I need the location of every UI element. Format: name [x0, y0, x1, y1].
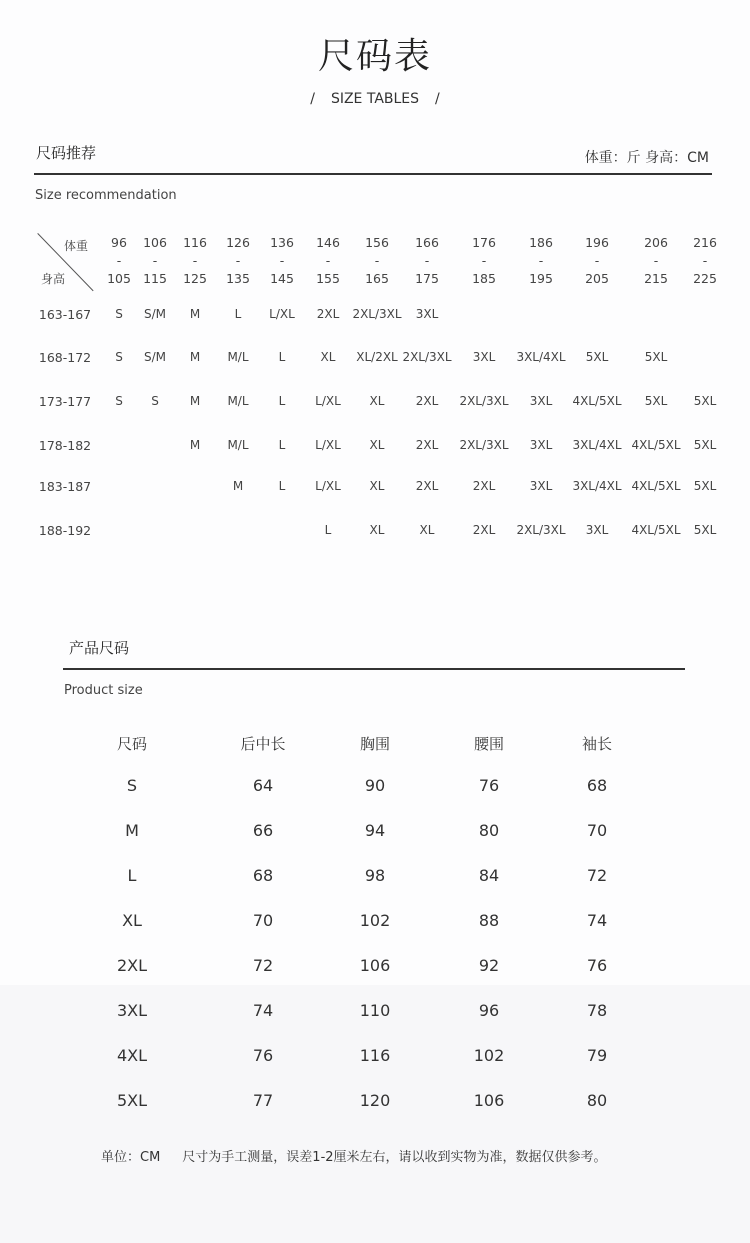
recommendation-subtitle: Size recommendation — [35, 188, 177, 203]
product-size-row-label: 2XL — [116, 956, 148, 975]
product-size-column-header: 尺码 — [116, 735, 147, 753]
weight-range-low: 116 — [183, 235, 207, 250]
product-size-cell: 110 — [359, 1001, 391, 1020]
product-size-cell: 120 — [359, 1091, 391, 1110]
weight-range-dash: - — [325, 253, 331, 268]
recommended-size-cell: S/M — [143, 307, 166, 321]
weight-range-dash: - — [653, 253, 659, 268]
product-size-row-label: 3XL — [116, 1001, 148, 1020]
recommended-size-cell: L — [324, 523, 332, 537]
recommended-size-cell: 4XL/5XL — [631, 523, 681, 537]
recommended-size-cell: L/XL — [315, 438, 341, 452]
weight-axis-label: 体重 — [64, 239, 89, 253]
product-size-title: 产品尺码 — [69, 639, 130, 657]
product-size-cell: 72 — [252, 956, 274, 975]
product-size-column-header: 袖长 — [581, 735, 612, 753]
recommended-size-cell: 2XL — [415, 394, 439, 408]
recommended-size-cell: 5XL — [693, 523, 717, 537]
weight-range-dash: - — [374, 253, 380, 268]
product-size-cell: 77 — [252, 1091, 274, 1110]
recommended-size-cell: 2XL — [415, 479, 439, 493]
product-size-column-header: 后中长 — [240, 735, 286, 753]
height-range-label: 178-182 — [38, 438, 92, 453]
product-size-cell: 106 — [473, 1091, 505, 1110]
recommended-size-cell: L — [278, 350, 286, 364]
product-size-divider — [63, 668, 685, 670]
page-title: 尺码表 — [317, 36, 432, 77]
recommended-size-cell: L — [278, 438, 286, 452]
weight-range-low: 96 — [111, 235, 127, 250]
page-subtitle-text: SIZE TABLES — [330, 91, 420, 107]
product-size-row-label: XL — [122, 911, 142, 930]
recommended-size-cell: 4XL/5XL — [631, 438, 681, 452]
weight-range-dash: - — [116, 253, 122, 268]
recommended-size-cell: 2XL — [472, 479, 496, 493]
recommended-size-cell: S/M — [143, 350, 166, 364]
recommended-size-cell: 3XL/4XL — [516, 350, 566, 364]
recommended-size-cell: L — [278, 394, 286, 408]
height-range-label: 168-172 — [38, 350, 92, 365]
weight-range-high: 225 — [693, 271, 717, 286]
recommended-size-cell: 2XL/3XL — [459, 438, 509, 452]
height-axis-label: 身高 — [41, 272, 66, 286]
lower-background — [0, 985, 750, 1243]
product-size-column-header: 腰围 — [473, 735, 504, 753]
recommended-size-cell: M/L — [227, 438, 249, 452]
weight-range-header — [303, 234, 353, 288]
slash-right: / — [435, 91, 440, 107]
weight-range-dash: - — [192, 253, 198, 268]
product-size-cell: 70 — [586, 821, 608, 840]
product-size-row-label: 4XL — [116, 1046, 148, 1065]
height-range-label: 173-177 — [38, 394, 92, 409]
weight-range-header — [572, 234, 622, 288]
weight-range-dash: - — [424, 253, 430, 268]
weight-range-low: 136 — [270, 235, 294, 250]
weight-range-low: 106 — [143, 235, 167, 250]
product-size-cell: 72 — [586, 866, 608, 885]
product-size-cell: 68 — [586, 776, 608, 795]
product-size-row-label: S — [126, 776, 138, 795]
recommendation-divider — [34, 173, 712, 175]
recommended-size-cell: M/L — [227, 350, 249, 364]
recommended-size-cell: 3XL — [472, 350, 496, 364]
weight-range-high: 105 — [107, 271, 131, 286]
product-size-column-header: 胸围 — [359, 735, 390, 753]
footer-note — [101, 1146, 607, 1165]
recommended-size-cell: M — [189, 438, 201, 452]
recommended-size-cell: 5XL — [693, 438, 717, 452]
weight-range-header — [516, 234, 566, 288]
recommended-size-cell: 2XL — [316, 307, 340, 321]
recommended-size-cell: 2XL — [415, 438, 439, 452]
product-size-cell: 80 — [478, 821, 500, 840]
recommended-size-cell: 2XL/3XL — [402, 350, 452, 364]
recommended-size-cell: XL — [369, 523, 385, 537]
product-size-cell: 64 — [252, 776, 274, 795]
weight-range-dash: - — [235, 253, 241, 268]
product-size-cell: 68 — [252, 866, 274, 885]
weight-range-low: 126 — [226, 235, 250, 250]
recommended-size-cell: 2XL/3XL — [352, 307, 402, 321]
weight-range-high: 125 — [183, 271, 207, 286]
weight-range-dash: - — [702, 253, 708, 268]
product-size-cell: 98 — [364, 866, 386, 885]
recommended-size-cell: 3XL/4XL — [572, 479, 622, 493]
recommended-size-cell: S — [115, 307, 123, 321]
recommended-size-cell: 5XL — [693, 394, 717, 408]
recommended-size-cell: 5XL — [644, 350, 668, 364]
product-size-cell: 92 — [478, 956, 500, 975]
weight-range-low: 156 — [365, 235, 389, 250]
recommended-size-cell: XL — [369, 394, 385, 408]
recommended-size-cell: L/XL — [269, 307, 295, 321]
height-range-label: 163-167 — [38, 307, 92, 322]
recommended-size-cell: 3XL/4XL — [572, 438, 622, 452]
product-size-cell: 96 — [478, 1001, 500, 1020]
recommended-size-cell: M — [189, 394, 201, 408]
recommended-size-cell: 3XL — [529, 479, 553, 493]
recommended-size-cell: 3XL — [529, 394, 553, 408]
slash-left: / — [310, 91, 315, 107]
weight-range-dash: - — [538, 253, 544, 268]
recommended-size-cell: L — [234, 307, 242, 321]
recommended-size-cell: 3XL — [585, 523, 609, 537]
recommended-size-cell: 3XL — [415, 307, 439, 321]
recommended-size-cell: L — [278, 479, 286, 493]
weight-range-dash: - — [152, 253, 158, 268]
product-size-cell: 76 — [586, 956, 608, 975]
weight-range-header — [631, 234, 681, 288]
weight-range-header — [257, 234, 307, 288]
product-size-row-label: M — [125, 821, 139, 840]
recommended-size-cell: 4XL/5XL — [631, 479, 681, 493]
recommended-size-cell: XL/2XL — [356, 350, 398, 364]
product-size-cell: 88 — [478, 911, 500, 930]
product-size-cell: 76 — [478, 776, 500, 795]
height-range-label: 188-192 — [38, 523, 92, 538]
weight-range-dash: - — [481, 253, 487, 268]
weight-range-header — [352, 234, 402, 288]
product-size-cell: 79 — [586, 1046, 608, 1065]
footer-unit: 单位：CM — [101, 1150, 161, 1165]
product-size-cell: 74 — [586, 911, 608, 930]
height-range-label: 183-187 — [38, 479, 92, 494]
weight-range-high: 155 — [316, 271, 340, 286]
weight-range-low: 146 — [316, 235, 340, 250]
weight-range-high: 135 — [226, 271, 250, 286]
weight-range-header — [213, 234, 263, 288]
product-size-cell: 90 — [364, 776, 386, 795]
recommended-size-cell: M — [189, 307, 201, 321]
product-size-cell: 66 — [252, 821, 274, 840]
recommended-size-cell: 3XL — [529, 438, 553, 452]
weight-range-dash: - — [279, 253, 285, 268]
recommended-size-cell: S — [115, 350, 123, 364]
recommended-size-cell: 2XL/3XL — [459, 394, 509, 408]
product-size-cell: 84 — [478, 866, 500, 885]
page-subtitle — [0, 91, 750, 107]
weight-range-high: 165 — [365, 271, 389, 286]
recommended-size-cell: 5XL — [585, 350, 609, 364]
weight-range-high: 215 — [644, 271, 668, 286]
recommended-size-cell: 2XL — [472, 523, 496, 537]
recommended-size-cell: 2XL/3XL — [516, 523, 566, 537]
weight-range-high: 195 — [529, 271, 553, 286]
product-size-cell: 116 — [359, 1046, 391, 1065]
footer-measure-note: 尺寸为手工测量，误差1-2厘米左右，请以收到实物为准，数据仅供参考。 — [182, 1150, 607, 1165]
product-size-cell: 70 — [252, 911, 274, 930]
weight-range-high: 185 — [472, 271, 496, 286]
weight-range-low: 216 — [693, 235, 717, 250]
weight-range-header — [459, 234, 509, 288]
product-size-cell: 94 — [364, 821, 386, 840]
product-size-cell: 74 — [252, 1001, 274, 1020]
weight-range-high: 115 — [143, 271, 167, 286]
product-size-row-label: 5XL — [116, 1091, 148, 1110]
weight-range-header — [402, 234, 452, 288]
recommended-size-cell: S — [115, 394, 123, 408]
weight-range-low: 206 — [644, 235, 668, 250]
weight-range-low: 166 — [415, 235, 439, 250]
product-size-cell: 106 — [359, 956, 391, 975]
recommendation-title: 尺码推荐 — [36, 144, 97, 162]
weight-range-header — [680, 234, 730, 288]
recommended-size-cell: XL — [320, 350, 336, 364]
weight-range-low: 196 — [585, 235, 609, 250]
weight-range-high: 205 — [585, 271, 609, 286]
recommended-size-cell: M — [232, 479, 244, 493]
recommended-size-cell: 4XL/5XL — [572, 394, 622, 408]
recommended-size-cell: M — [189, 350, 201, 364]
product-size-cell: 76 — [252, 1046, 274, 1065]
recommended-size-cell: L/XL — [315, 479, 341, 493]
weight-range-dash: - — [594, 253, 600, 268]
weight-range-low: 176 — [472, 235, 496, 250]
recommended-size-cell: M/L — [227, 394, 249, 408]
product-size-cell: 102 — [359, 911, 391, 930]
product-size-cell: 102 — [473, 1046, 505, 1065]
product-size-subtitle: Product size — [64, 683, 143, 698]
recommended-size-cell: XL — [369, 438, 385, 452]
recommended-size-cell: XL — [369, 479, 385, 493]
product-size-cell: 78 — [586, 1001, 608, 1020]
recommendation-unit-note: 体重：斤 身高：CM — [584, 150, 709, 166]
weight-range-high: 145 — [270, 271, 294, 286]
product-size-cell: 80 — [586, 1091, 608, 1110]
weight-range-low: 186 — [529, 235, 553, 250]
recommended-size-cell: 5XL — [693, 479, 717, 493]
recommended-size-cell: L/XL — [315, 394, 341, 408]
weight-range-high: 175 — [415, 271, 439, 286]
recommended-size-cell: 5XL — [644, 394, 668, 408]
product-size-row-label: L — [127, 866, 137, 885]
recommended-size-cell: XL — [419, 523, 435, 537]
recommended-size-cell: S — [151, 394, 159, 408]
